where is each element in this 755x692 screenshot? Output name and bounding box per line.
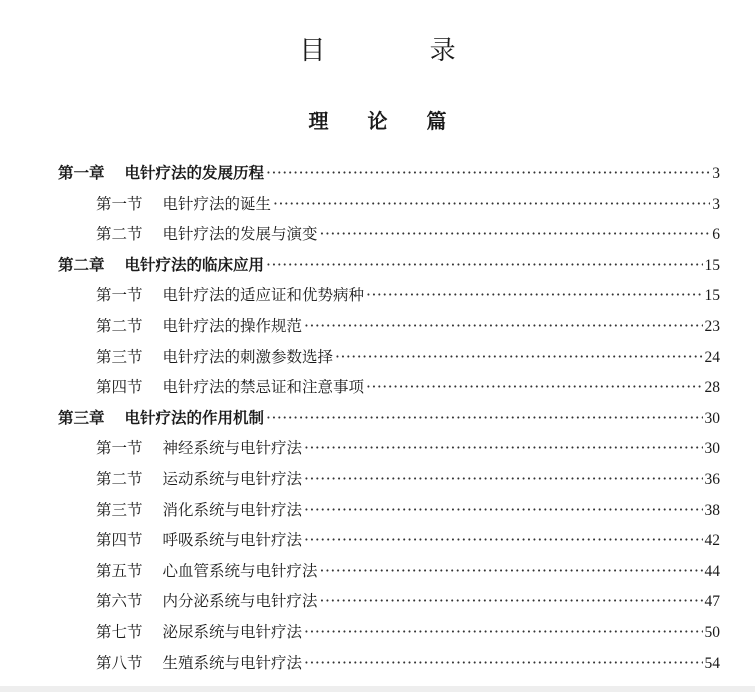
toc-chapter-entry[interactable] [58, 403, 720, 434]
toc-section-entry[interactable] [58, 311, 720, 342]
dot-leader [266, 158, 710, 189]
bottom-scroll-edge [0, 686, 755, 692]
toc-entry-number: 第四节 [96, 378, 143, 397]
dot-leader [320, 219, 711, 250]
toc-page-number: 6 [712, 226, 720, 244]
toc-page-number: 44 [704, 562, 720, 580]
toc-entry-title: 电针疗法的诞生 [162, 194, 272, 213]
toc-entry-title: 电针疗法的作用机制 [124, 407, 265, 427]
toc-section-entry[interactable] [58, 617, 720, 648]
toc-section-entry[interactable] [58, 280, 720, 311]
toc-section-entry[interactable] [58, 464, 720, 495]
toc-entry-number: 第二节 [96, 469, 143, 488]
dot-leader [320, 556, 703, 587]
toc-page-number: 30 [704, 409, 720, 427]
toc-page-number: 24 [704, 348, 720, 366]
dot-leader [266, 250, 702, 281]
toc-page-number: 23 [704, 317, 720, 335]
dot-leader [304, 433, 702, 464]
toc-entry-number: 第四节 [96, 531, 143, 550]
toc-entry-title: 心血管系统与电针疗法 [162, 561, 318, 580]
toc-entry-title: 生殖系统与电针疗法 [162, 653, 303, 672]
toc-entry-number: 第一章 [58, 163, 105, 182]
toc-entry-number: 第二节 [96, 316, 143, 335]
toc-page-number: 47 [704, 593, 720, 611]
dot-leader [304, 525, 702, 556]
toc-page-number: 15 [704, 256, 720, 274]
dot-leader [320, 586, 703, 617]
toc-section-entry[interactable] [58, 372, 720, 403]
toc-section-entry[interactable] [58, 342, 720, 373]
toc-section-entry[interactable] [58, 525, 720, 556]
dot-leader [304, 617, 702, 648]
toc-section-entry[interactable] [58, 495, 720, 526]
toc-page-number: 54 [704, 654, 720, 672]
dot-leader [335, 342, 702, 373]
toc-entry-title: 内分泌系统与电针疗法 [162, 592, 318, 611]
dot-leader [273, 189, 710, 220]
toc-section-entry[interactable] [58, 433, 720, 464]
toc-chapter-entry[interactable] [58, 250, 720, 281]
dot-leader [266, 403, 702, 434]
part-title: 理 论 篇 [308, 109, 463, 133]
toc-section-entry[interactable] [58, 219, 720, 250]
toc-page-number: 3 [712, 195, 720, 213]
toc-page-number: 50 [704, 623, 720, 641]
table-of-contents [58, 158, 720, 678]
toc-page-number: 42 [704, 532, 720, 550]
toc-chapter-entry[interactable] [58, 158, 720, 189]
dot-leader [304, 495, 702, 526]
toc-entry-title: 消化系统与电针疗法 [162, 500, 303, 519]
dot-leader [304, 311, 702, 342]
toc-entry-number: 第三节 [96, 347, 143, 366]
toc-entry-number: 第三节 [96, 500, 143, 519]
toc-entry-title: 电针疗法的禁忌证和注意事项 [162, 378, 365, 397]
toc-entry-number: 第二章 [58, 254, 105, 274]
toc-section-entry[interactable] [58, 586, 720, 617]
toc-section-entry[interactable] [58, 648, 720, 679]
dot-leader [304, 464, 702, 495]
toc-entry-number: 第二节 [96, 225, 143, 244]
page-title: 目 录 [299, 36, 504, 66]
toc-page-number: 3 [712, 165, 720, 182]
toc-entry-number: 第三章 [58, 407, 105, 427]
toc-page-number: 38 [704, 501, 720, 519]
toc-page-number: 28 [704, 379, 720, 397]
toc-entry-number: 第五节 [96, 561, 143, 580]
toc-entry-title: 电针疗法的发展与演变 [162, 225, 318, 244]
toc-entry-number: 第八节 [96, 653, 143, 672]
toc-entry-number: 第一节 [96, 439, 143, 458]
toc-page-number: 15 [704, 287, 720, 305]
toc-page-number: 36 [704, 470, 720, 488]
toc-entry-title: 电针疗法的刺激参数选择 [162, 347, 334, 366]
dot-leader [366, 372, 702, 403]
toc-entry-title: 电针疗法的适应证和优势病种 [162, 286, 365, 305]
dot-leader [366, 280, 702, 311]
toc-entry-title: 电针疗法的临床应用 [124, 254, 265, 274]
toc-section-entry[interactable] [58, 556, 720, 587]
toc-entry-title: 神经系统与电针疗法 [162, 439, 303, 458]
toc-section-entry[interactable] [58, 189, 720, 220]
toc-entry-number: 第一节 [96, 194, 143, 213]
toc-entry-title: 电针疗法的发展历程 [124, 163, 265, 182]
toc-entry-number: 第六节 [96, 592, 143, 611]
toc-entry-number: 第七节 [96, 622, 143, 641]
toc-entry-title: 泌尿系统与电针疗法 [162, 622, 303, 641]
toc-entry-title: 运动系统与电针疗法 [162, 469, 303, 488]
toc-entry-title: 呼吸系统与电针疗法 [162, 531, 303, 550]
toc-entry-title: 电针疗法的操作规范 [162, 316, 303, 335]
toc-page-number: 30 [704, 440, 720, 458]
dot-leader [304, 648, 702, 679]
toc-entry-number: 第一节 [96, 286, 143, 305]
